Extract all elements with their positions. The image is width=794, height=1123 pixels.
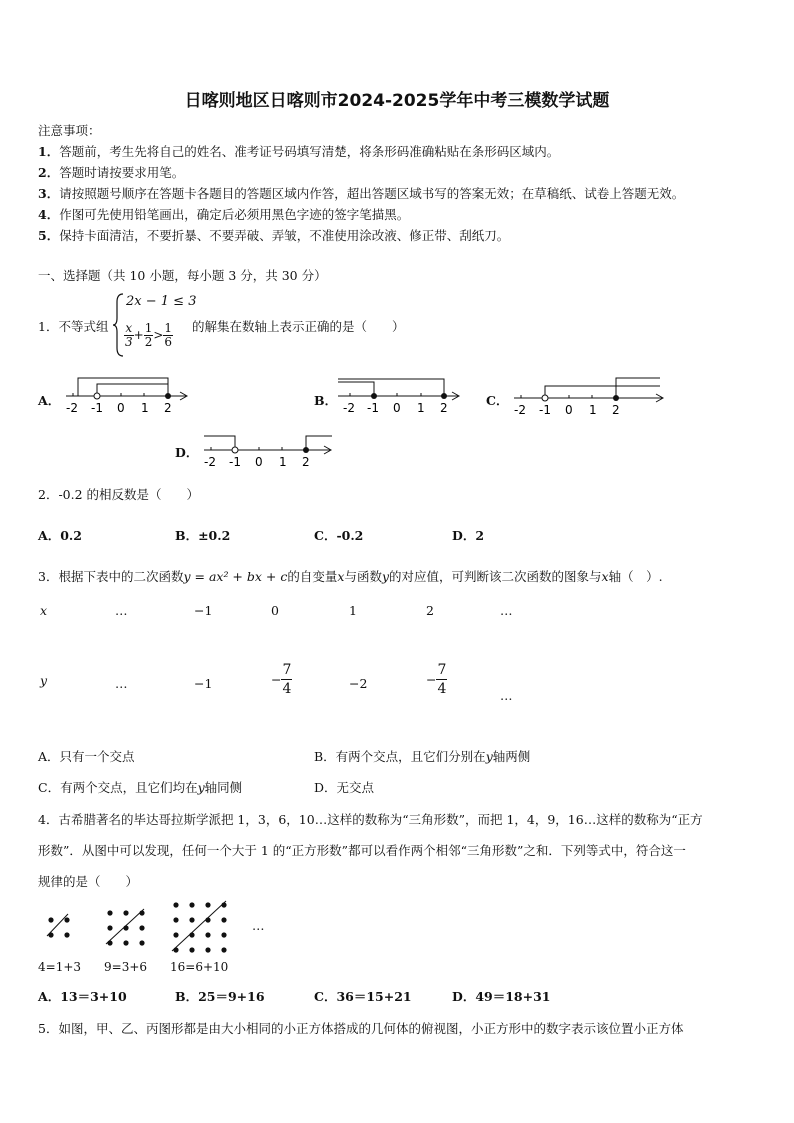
- tick-label: 2: [164, 401, 172, 415]
- tick-label: -1: [539, 403, 551, 417]
- q4-caption: 16=6+10: [170, 960, 229, 974]
- q1-ineq1: 2x − 1 ≤ 3: [126, 294, 197, 309]
- tick-label: 0: [565, 403, 573, 417]
- q3-option-a[interactable]: A．只有一个交点: [38, 749, 135, 764]
- q1-suffix: 的解集在数轴上表示正确的是（ ）: [192, 319, 405, 334]
- q3-table-cell: −1: [194, 676, 213, 691]
- q4-caption: 9=3+6: [104, 960, 148, 974]
- q3-option-c[interactable]: C．有两个交点，且它们均在y轴同侧: [38, 780, 243, 795]
- tick-label: 1: [141, 401, 149, 415]
- q1-option-b-label: B．: [314, 393, 338, 408]
- q4-caption: 4=1+3: [38, 960, 82, 974]
- q3-table-cell: −1: [194, 603, 213, 618]
- notes-heading: 注意事项：: [38, 123, 101, 138]
- q3-table-cell: 1: [349, 603, 357, 618]
- tick-label: -2: [204, 455, 216, 469]
- tick-label: 0: [255, 455, 263, 469]
- q1-option-d-label: D．: [175, 445, 199, 460]
- q4-ellipsis: …: [252, 918, 265, 933]
- square-number-dots-figure: [40, 900, 280, 960]
- q3-table-cell: −2: [349, 676, 368, 691]
- tick-label: 2: [440, 401, 448, 415]
- q4-line1: 4．古希腊著名的毕达哥拉斯学派把 1，3，6，10…这样的数称为“三角形数”，而把 1，4，9，16…这样的数称为“正方: [38, 812, 703, 827]
- q4-dot-figures: [40, 900, 280, 964]
- q3-table-cell: …: [500, 603, 513, 618]
- q3-table-cell: …: [500, 688, 513, 703]
- q3-table-fraction-cell: − $\frac{7}{4}$: [271, 662, 292, 697]
- tick-label: -1: [229, 455, 241, 469]
- tick-label: 2: [612, 403, 620, 417]
- tick-label: 0: [117, 401, 125, 415]
- q3-option-d[interactable]: D．无交点: [314, 780, 375, 795]
- q3-text: 3．根据下表中的二次函数y = ax² + bx + c的自变量x与函数y的对应值，可判断该二次函数的图象与x轴（ ）.: [38, 569, 663, 584]
- q4-option-a[interactable]: A．13＝3+10: [38, 989, 127, 1004]
- q5-line1: 5．如图，甲、乙、丙图形都是由大小相同的小正方体搭成的几何体的俯视图，小正方形中的数字表示该位置小正方体: [38, 1021, 684, 1036]
- tick-label: -2: [66, 401, 78, 415]
- q1-brace-system: [112, 292, 197, 358]
- tick-label: 0: [393, 401, 401, 415]
- note-item: 4．作图可先使用铅笔画出，确定后必须用黑色字迹的签字笔描黑。: [38, 207, 410, 222]
- q4-line3: 规律的是（ ）: [38, 874, 139, 889]
- tick-label: 1: [417, 401, 425, 415]
- note-item: 3．请按照题号顺序在答题卡各题目的答题区域内作答，超出答题区域书写的答案无效；在草稿纸、试卷上答题无效。: [38, 186, 685, 201]
- q1-option-a-numberline[interactable]: [62, 374, 192, 420]
- q3-table-y-label: y: [40, 673, 48, 688]
- q4-option-d[interactable]: D．49＝18+31: [452, 989, 551, 1004]
- note-item: 1．答题前，考生先将自己的姓名、准考证号码填写清楚，将条形码准确粘贴在条形码区域内。: [38, 144, 560, 159]
- note-item: 2．答题时请按要求用笔。: [38, 165, 185, 180]
- tick-label: -1: [91, 401, 103, 415]
- q1-option-a-label: A．: [38, 393, 61, 408]
- q3-table-x-label: x: [40, 603, 48, 618]
- q3-table-cell: …: [115, 676, 128, 691]
- q1-option-d-numberline[interactable]: [200, 428, 336, 474]
- q2-text: 2．-0.2 的相反数是（ ）: [38, 487, 200, 502]
- tick-label: -2: [343, 401, 355, 415]
- section-heading: 一、选择题（共 10 小题，每小题 3 分，共 30 分）: [38, 268, 327, 283]
- q1-prefix: 1．不等式组: [38, 319, 109, 334]
- tick-label: 1: [589, 403, 597, 417]
- tick-label: -2: [514, 403, 526, 417]
- tick-label: -1: [367, 401, 379, 415]
- q2-option-c[interactable]: C．-0.2: [314, 528, 364, 543]
- q1-option-b-numberline[interactable]: [334, 376, 464, 420]
- q3-table-cell: …: [115, 603, 128, 618]
- q3-table-cell: 2: [426, 603, 434, 618]
- q1-option-c-numberline[interactable]: [510, 376, 670, 422]
- tick-label: 1: [279, 455, 287, 469]
- q2-option-b[interactable]: B．±0.2: [175, 528, 231, 543]
- q4-option-b[interactable]: B．25＝9+16: [175, 989, 265, 1004]
- q2-option-a[interactable]: A．0.2: [38, 528, 82, 543]
- q2-option-d[interactable]: D．2: [452, 528, 485, 543]
- q4-line2: 形数”．从图中可以发现，任何一个大于 1 的“正方形数”都可以看作两个相邻“三角形数”之和．下列等式中，符合这一: [38, 843, 686, 858]
- page-title: 日喀则地区日喀则市2024-2025学年中考三模数学试题: [184, 91, 610, 111]
- q3-option-b[interactable]: B．有两个交点，且它们分别在y轴两侧: [314, 749, 531, 764]
- q4-option-c[interactable]: C．36＝15+21: [314, 989, 412, 1004]
- q1-ineq2: $\frac{x}{3}$ + $\frac{1}{2}$ > $\frac{1}{6}$: [125, 321, 173, 349]
- tick-label: 2: [302, 455, 310, 469]
- q3-table-fraction-cell: − $\frac{7}{4}$: [426, 662, 447, 697]
- q3-table-cell: 0: [271, 603, 279, 618]
- q1-option-c-label: C．: [486, 393, 509, 408]
- note-item: 5．保持卡面清洁，不要折暴、不要弄破、弄皱，不准使用涂改液、修正带、刮纸刀。: [38, 228, 510, 243]
